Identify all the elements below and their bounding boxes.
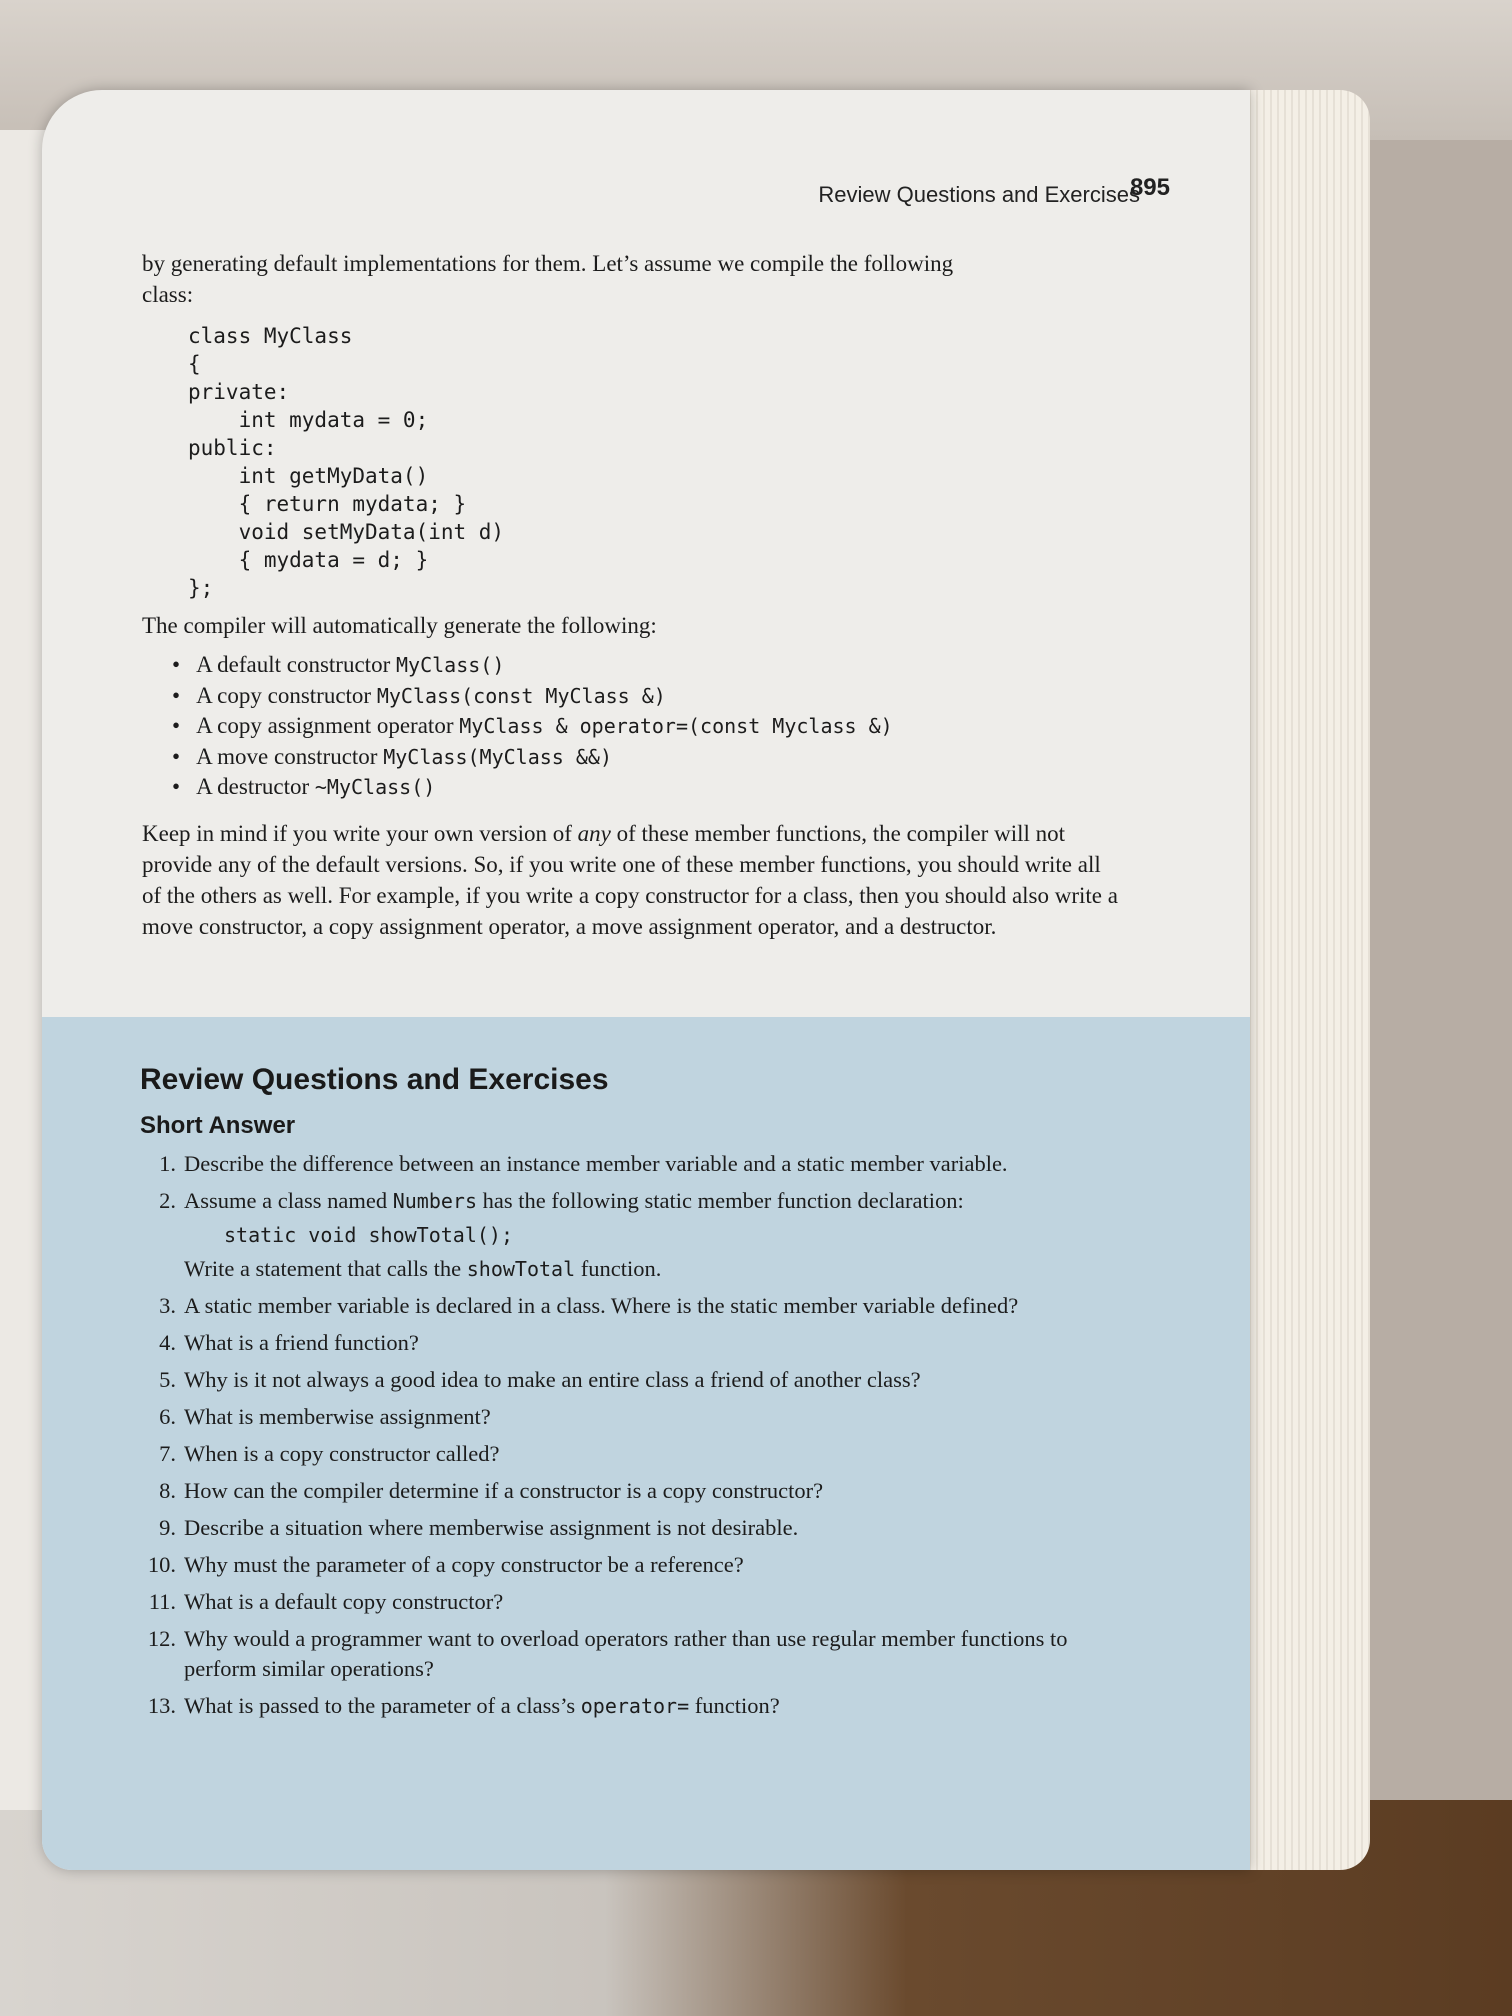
question-4: 4. What is a friend function? [159, 1330, 419, 1355]
question-2: 2. Assume a class named Numbers has the following static member function declaration: static void showTotal(); Write a statement that calls the showTotal function. [142, 1186, 1132, 1284]
question-list [142, 1149, 1132, 1728]
code-block: class MyClass { private: int mydata = 0; public: int getMyData() { return mydata; } void setMyData(int d) { mydata = d; } }; [188, 324, 505, 600]
compiler-line: The compiler will automatically generate the following: [142, 613, 657, 638]
question-10: 10. Why must the parameter of a copy constructor be a reference? [147, 1552, 744, 1577]
question-5: 5. Why is it not always a good idea to make an entire class a friend of another class? [159, 1367, 921, 1392]
list-item: • A copy constructor MyClass(const MyClass &) [172, 681, 893, 712]
question-8: 8. How can the compiler determine if a constructor is a copy constructor? [159, 1478, 824, 1503]
question-7: 7. When is a copy constructor called? [159, 1441, 500, 1466]
list-item: • A copy assignment operator MyClass & operator=(const Myclass &) [172, 711, 893, 742]
subsection-title: Short Answer [140, 1112, 296, 1139]
page-number: 895 [1129, 174, 1170, 201]
page-edges [1230, 90, 1370, 1870]
intro-line-1: by generating default implementations for them. Let’s assume we compile the following [142, 251, 954, 276]
question-3: 3. A static member variable is declared in a class. Where is the static member variable defined? [159, 1293, 1019, 1318]
review-section [42, 1017, 1250, 1870]
question-12: 12. Why would a programmer want to overload operators rather than use regular member functions to perform similar operations? [147, 1626, 1068, 1681]
question-11: 11. What is a default copy constructor? [148, 1589, 504, 1614]
list-item: • A move constructor MyClass(MyClass &&) [172, 742, 893, 773]
question-13: 13. What is passed to the parameter of a class’s operator= function? [147, 1693, 780, 1718]
question-1: 1. Describe the difference between an instance member variable and a static member variable. [159, 1151, 1008, 1176]
book-page [42, 90, 1250, 1870]
running-head: Review Questions and Exercises [818, 182, 1140, 207]
declaration-code: static void showTotal(); [224, 1223, 513, 1247]
intro-line-2: class: [142, 282, 194, 307]
generated-members-list [172, 650, 893, 803]
question-2-follow-up: Write a statement that calls the showTotal function. [184, 1256, 662, 1281]
keep-in-mind-paragraph: Keep in mind if you write your own version of any of these member functions, the compiler will not provide any of the default versions. So, if you write one of these member functions, you should write all of the others as well. For example, if you write a copy constructor for a class, then you should also write a move constructor, a copy assignment operator, a move assignment operator, and a destructor. [142, 821, 1118, 939]
section-title: Review Questions and Exercises [140, 1063, 609, 1096]
question-6: 6. What is memberwise assignment? [159, 1404, 491, 1429]
list-item: • A default constructor MyClass() [172, 650, 893, 681]
list-item: • A destructor ~MyClass() [172, 772, 893, 803]
question-9: 9. Describe a situation where memberwise assignment is not desirable. [159, 1515, 799, 1540]
intro-paragraph [142, 248, 1118, 310]
